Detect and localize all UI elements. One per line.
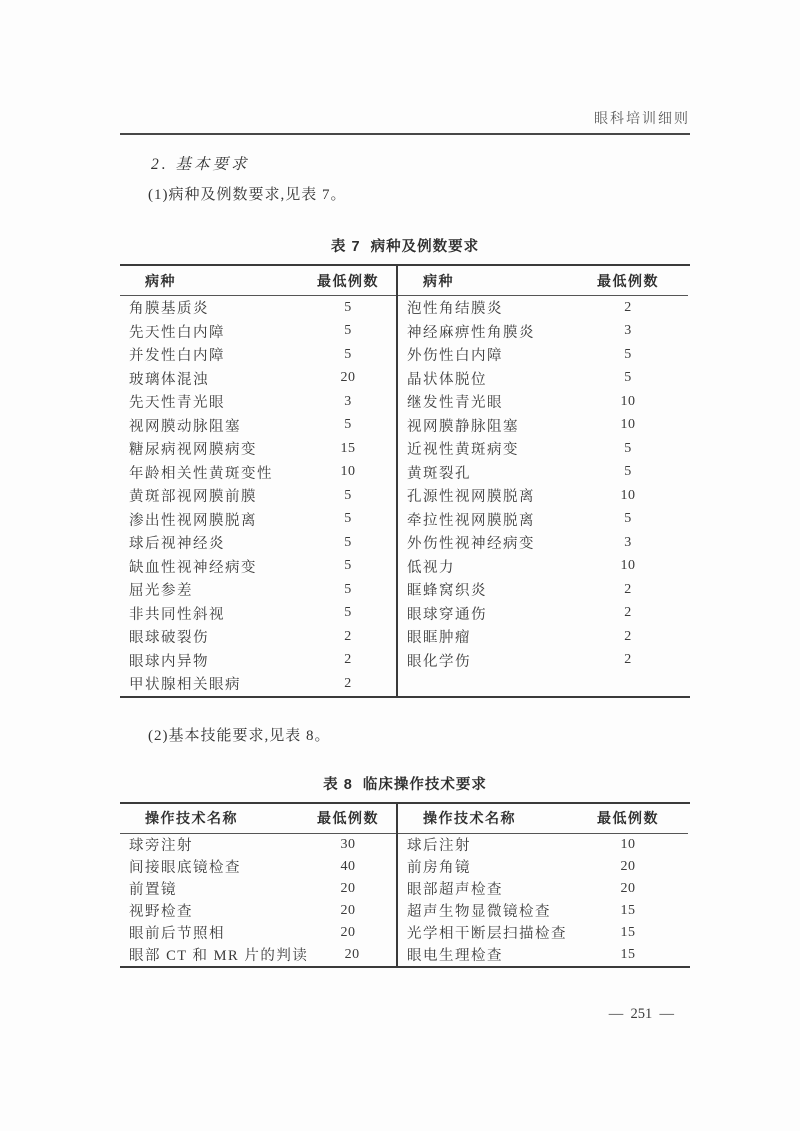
row-min-cases-cell: 20: [620, 858, 636, 874]
table-row: [120, 367, 396, 391]
row-min-cases-cell: 20: [340, 880, 356, 896]
table-8-left-header: [120, 804, 396, 834]
row-name-cell: 缺血性视神经病变: [129, 559, 257, 576]
row-name-cell: 球后注射: [407, 838, 471, 854]
table-row: [120, 602, 396, 626]
table-8: [120, 802, 690, 968]
table-row: [120, 625, 396, 649]
table-row: [398, 834, 688, 856]
row-min-cases-cell: 20: [340, 902, 356, 918]
row-name-cell: 视网膜动脉阻塞: [129, 418, 241, 435]
table-row: [120, 296, 396, 320]
paragraph-table8-intro: (2)基本技能要求,见表 8。: [148, 727, 331, 744]
row-min-cases-cell: 2: [344, 628, 352, 644]
row-min-cases-cell: 10: [620, 836, 636, 852]
page-number: — 251 —: [608, 1005, 674, 1022]
row-min-cases-cell: 5: [344, 605, 352, 621]
row-name-cell: 渗出性视网膜脱离: [129, 512, 257, 529]
row-name-cell: 神经麻痹性角膜炎: [407, 324, 535, 341]
row-name-cell: 前房角镜: [407, 860, 471, 876]
column-header-technique: 操作技术名称: [145, 810, 238, 826]
row-name-cell: 玻璃体混浊: [129, 371, 209, 388]
column-header-technique: 操作技术名称: [423, 810, 516, 826]
row-name-cell: 非共同性斜视: [129, 606, 225, 623]
row-min-cases-cell: 5: [344, 299, 352, 315]
row-min-cases-cell: 10: [340, 464, 356, 480]
row-name-cell: 眼电生理检查: [407, 948, 503, 964]
row-name-cell: 眼化学伤: [407, 653, 471, 670]
row-name-cell: 并发性白内障: [129, 348, 225, 365]
row-name-cell: 光学相干断层扫描检查: [407, 926, 567, 942]
table-row: [398, 484, 688, 508]
table-row: [120, 508, 396, 532]
row-min-cases-cell: 5: [344, 534, 352, 550]
row-name-cell: 年龄相关性黄斑变性: [129, 465, 273, 482]
table-7: [120, 264, 690, 698]
table-row: [398, 367, 688, 391]
row-min-cases-cell: 10: [620, 558, 636, 574]
row-min-cases-cell: 5: [344, 323, 352, 339]
section-heading: 2. 基本要求: [151, 156, 250, 173]
row-min-cases-cell: 5: [624, 464, 632, 480]
row-name-cell: 外伤性视神经病变: [407, 536, 535, 553]
table-row: [120, 900, 396, 922]
table-row: [120, 856, 396, 878]
table-7-right-half: [398, 266, 688, 696]
table-row: [398, 531, 688, 555]
row-min-cases-cell: 15: [340, 440, 356, 456]
row-min-cases-cell: 5: [624, 346, 632, 362]
table-8-left-half: [120, 804, 398, 966]
table-row: [398, 625, 688, 649]
row-name-cell: 甲状腺相关眼病: [129, 677, 241, 694]
table-row: [398, 578, 688, 602]
row-min-cases-cell: 40: [340, 858, 356, 874]
table-row: [398, 602, 688, 626]
row-name-cell: 外伤性白内障: [407, 348, 503, 365]
row-min-cases-cell: 5: [624, 440, 632, 456]
header-rule: [120, 133, 690, 135]
row-name-cell: 视网膜静脉阻塞: [407, 418, 519, 435]
table-row: [120, 320, 396, 344]
table-7-title: 表 7 病种及例数要求: [330, 239, 480, 255]
table-row: [398, 649, 688, 673]
table-row: [120, 944, 396, 966]
row-min-cases-cell: 30: [340, 836, 356, 852]
row-min-cases-cell: 20: [340, 924, 356, 940]
table-row: [120, 672, 396, 696]
table-row: [120, 414, 396, 438]
row-min-cases-cell: 2: [344, 652, 352, 668]
table-row: [398, 343, 688, 367]
table-row: [120, 922, 396, 944]
table-row: [398, 437, 688, 461]
table-row: [120, 343, 396, 367]
row-min-cases-cell: 20: [344, 946, 360, 962]
row-min-cases-cell: 2: [624, 652, 632, 668]
row-name-cell: 泡性角结膜炎: [407, 301, 503, 318]
table-row: [120, 437, 396, 461]
row-name-cell: 视野检查: [129, 904, 193, 920]
row-min-cases-cell: 5: [344, 558, 352, 574]
row-min-cases-cell: 15: [620, 946, 636, 962]
row-min-cases-cell: 2: [624, 299, 632, 315]
row-min-cases-cell: 20: [620, 880, 636, 896]
table-row: [398, 555, 688, 579]
column-header-min-cases: 最低例数: [597, 810, 659, 826]
table-row: [398, 320, 688, 344]
row-name-cell: 眼眶肿瘤: [407, 630, 471, 647]
row-name-cell: 眼球穿通伤: [407, 606, 487, 623]
row-min-cases-cell: 2: [344, 675, 352, 691]
table-row: [120, 578, 396, 602]
table-row: [120, 390, 396, 414]
table-8-right-rows: [398, 834, 688, 966]
table-row: [120, 834, 396, 856]
row-min-cases-cell: 5: [624, 370, 632, 386]
table-8-right-header: [398, 804, 688, 834]
row-name-cell: 近视性黄斑病变: [407, 442, 519, 459]
row-min-cases-cell: 5: [344, 417, 352, 433]
row-min-cases-cell: 5: [624, 511, 632, 527]
row-name-cell: 低视力: [407, 559, 455, 576]
column-header-min-cases: 最低例数: [597, 272, 659, 289]
table-7-left-rows: [120, 296, 396, 696]
row-name-cell: 继发性青光眼: [407, 395, 503, 412]
table-row: [120, 484, 396, 508]
row-name-cell: 牵拉性视网膜脱离: [407, 512, 535, 529]
running-header: 眼科培训细则: [594, 110, 690, 126]
row-min-cases-cell: 10: [620, 487, 636, 503]
table-row: [120, 531, 396, 555]
table-row: [398, 944, 688, 966]
table-7-right-header: [398, 266, 688, 296]
table-7-left-half: [120, 266, 398, 696]
row-name-cell: 角膜基质炎: [129, 301, 209, 318]
row-name-cell: 前置镜: [129, 882, 177, 898]
row-min-cases-cell: 2: [624, 581, 632, 597]
row-name-cell: 眼部 CT 和 MR 片的判读: [129, 948, 309, 964]
column-header-disease: 病种: [423, 272, 454, 289]
row-min-cases-cell: 3: [624, 323, 632, 339]
row-name-cell: 间接眼底镜检查: [129, 860, 241, 876]
row-name-cell: 超声生物显微镜检查: [407, 904, 551, 920]
row-name-cell: 眼球内异物: [129, 653, 209, 670]
row-name-cell: 先天性青光眼: [129, 395, 225, 412]
row-name-cell: 眼部超声检查: [407, 882, 503, 898]
table-row: [398, 922, 688, 944]
row-min-cases-cell: 5: [344, 511, 352, 527]
row-min-cases-cell: 2: [624, 605, 632, 621]
table-row: [398, 856, 688, 878]
row-min-cases-cell: 2: [624, 628, 632, 644]
table-row: [120, 649, 396, 673]
table-row: [398, 461, 688, 485]
row-name-cell: 屈光参差: [129, 583, 193, 600]
table-row: [398, 390, 688, 414]
row-min-cases-cell: 10: [620, 417, 636, 433]
row-min-cases-cell: 20: [340, 370, 356, 386]
table-7-right-rows: [398, 296, 688, 672]
table-row: [398, 900, 688, 922]
row-min-cases-cell: 15: [620, 924, 636, 940]
row-min-cases-cell: 15: [620, 902, 636, 918]
row-name-cell: 晶状体脱位: [407, 371, 487, 388]
column-header-min-cases: 最低例数: [317, 810, 379, 826]
row-min-cases-cell: 5: [344, 487, 352, 503]
column-header-disease: 病种: [145, 272, 176, 289]
row-name-cell: 球后视神经炎: [129, 536, 225, 553]
table-8-title: 表 8 临床操作技术要求: [323, 776, 487, 793]
table-7-left-header: [120, 266, 396, 296]
row-name-cell: 黄斑裂孔: [407, 465, 471, 482]
row-name-cell: 眼前后节照相: [129, 926, 225, 942]
row-name-cell: 眶蜂窝织炎: [407, 583, 487, 600]
table-8-right-half: [398, 804, 688, 966]
table-row: [398, 878, 688, 900]
column-header-min-cases: 最低例数: [317, 272, 379, 289]
row-name-cell: 孔源性视网膜脱离: [407, 489, 535, 506]
row-name-cell: 先天性白内障: [129, 324, 225, 341]
table-8-left-rows: [120, 834, 396, 966]
table-row: [398, 508, 688, 532]
row-min-cases-cell: 3: [624, 534, 632, 550]
table-row: [398, 414, 688, 438]
row-min-cases-cell: 3: [344, 393, 352, 409]
document-page: [120, 0, 690, 1023]
row-min-cases-cell: 10: [620, 393, 636, 409]
table-row: [120, 461, 396, 485]
row-name-cell: 糖尿病视网膜病变: [129, 442, 257, 459]
row-min-cases-cell: 5: [344, 581, 352, 597]
row-name-cell: 球旁注射: [129, 838, 193, 854]
row-name-cell: 黄斑部视网膜前膜: [129, 489, 257, 506]
table-row: [120, 878, 396, 900]
row-name-cell: 眼球破裂伤: [129, 630, 209, 647]
table-row: [398, 296, 688, 320]
table-row: [120, 555, 396, 579]
paragraph-table7-intro: (1)病种及例数要求,见表 7。: [148, 187, 347, 203]
row-min-cases-cell: 5: [344, 346, 352, 362]
